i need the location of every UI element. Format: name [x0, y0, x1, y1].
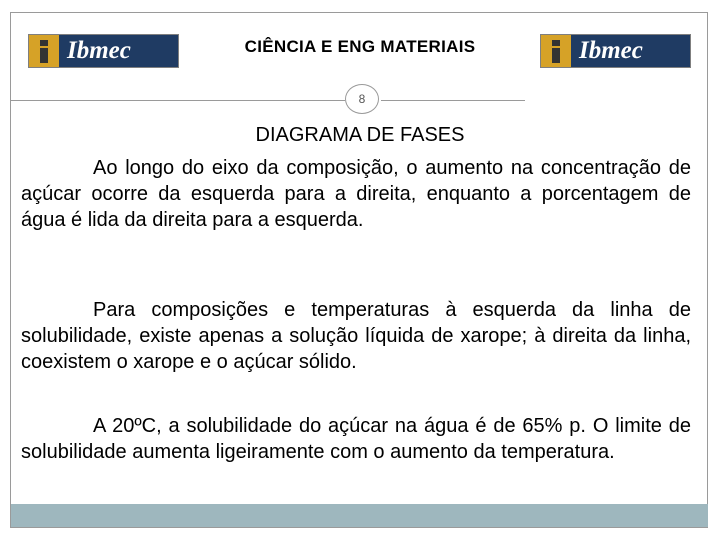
- header-title: CIÊNCIA E ENG MATERIAIS: [244, 37, 476, 56]
- paragraph-text: A 20ºC, a solubilidade do açúcar na água é de 65% p. O limite de solubilidade aumenta ligeiramente com o aumento da temperatura.: [21, 415, 691, 463]
- paragraph: [21, 155, 691, 233]
- ibmec-mark-icon: [541, 35, 571, 67]
- header-divider: [10, 100, 345, 101]
- paragraph-text: Ao longo do eixo da composição, o aumento na concentração de açúcar ocorre da esquerda para a direita, enquanto a porcentagem de água é lida da direita para a esquerda.: [21, 157, 691, 231]
- logo-wordmark: Ibmec: [59, 35, 178, 67]
- header-divider: [381, 100, 525, 101]
- ibmec-logo-left: [28, 34, 179, 68]
- footer-bar: [11, 504, 708, 527]
- paragraph: [21, 413, 691, 465]
- page-number: 8: [345, 84, 379, 114]
- slide-title: DIAGRAMA DE FASES: [255, 124, 465, 146]
- ibmec-logo-right: [540, 34, 691, 68]
- paragraph: [21, 297, 691, 375]
- paragraph-text: Para composições e temperaturas à esquerda da linha de solubilidade, existe apenas a solução líquida de xarope; à direita da linha, coexistem o xarope e o açúcar sólido.: [21, 299, 691, 373]
- logo-wordmark: Ibmec: [571, 35, 690, 67]
- ibmec-mark-icon: [29, 35, 59, 67]
